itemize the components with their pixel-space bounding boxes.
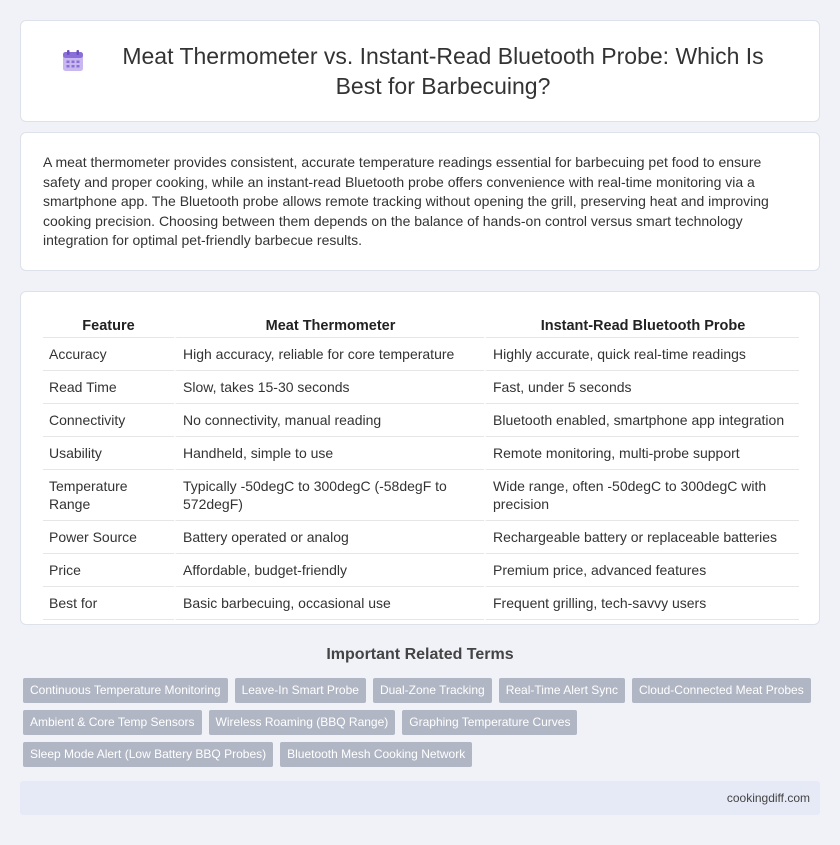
row-feature: Accuracy bbox=[43, 338, 174, 371]
related-term-tag[interactable]: Cloud-Connected Meat Probes bbox=[632, 678, 811, 703]
table-header-row bbox=[43, 314, 799, 338]
row-meat-thermometer: Battery operated or analog bbox=[174, 521, 484, 554]
row-feature: Temperature Range bbox=[43, 470, 174, 521]
row-meat-thermometer: Handheld, simple to use bbox=[174, 437, 484, 470]
table-row bbox=[43, 470, 799, 521]
row-bluetooth-probe: Fast, under 5 seconds bbox=[484, 371, 799, 404]
footer bbox=[20, 781, 820, 815]
row-meat-thermometer: No connectivity, manual reading bbox=[174, 404, 484, 437]
row-feature: Price bbox=[43, 554, 174, 587]
row-bluetooth-probe: Premium price, advanced features bbox=[484, 554, 799, 587]
page-title: Meat Thermometer vs. Instant-Read Bluetooth Probe: Which Is Best for Barbecuing? bbox=[122, 43, 764, 99]
table-row bbox=[43, 521, 799, 554]
row-meat-thermometer: Typically -50degC to 300degC (-58degF to 572degF) bbox=[174, 470, 484, 521]
title-wrap bbox=[61, 41, 779, 101]
table-row bbox=[43, 437, 799, 470]
related-term-tag[interactable]: Graphing Temperature Curves bbox=[402, 710, 577, 735]
row-feature: Read Time bbox=[43, 371, 174, 404]
table-row bbox=[43, 554, 799, 587]
header-bluetooth-probe: Instant-Read Bluetooth Probe bbox=[484, 314, 799, 338]
comparison-table bbox=[43, 314, 799, 620]
title-card bbox=[20, 20, 820, 122]
table-row bbox=[43, 404, 799, 437]
summary-card bbox=[20, 132, 820, 271]
summary-paragraph: A meat thermometer provides consistent, accurate temperature readings essential for barbecuing pet food to ensure safety and proper cooking, while an instant-read Bluetooth probe offers convenience with real-time monitoring via a smartphone app. The Bluetooth probe allows remote tracking without opening the grill, preserving heat and improving cooking precision. Choosing between them depends on the balance of hands-on control versus smart technology integration for optimal pet-friendly barbecue results. bbox=[43, 154, 769, 249]
related-term-tag[interactable]: Ambient & Core Temp Sensors bbox=[23, 710, 202, 735]
row-feature: Best for bbox=[43, 587, 174, 620]
row-bluetooth-probe: Highly accurate, quick real-time readings bbox=[484, 338, 799, 371]
related-term-tag[interactable]: Wireless Roaming (BBQ Range) bbox=[209, 710, 396, 735]
table-row bbox=[43, 338, 799, 371]
related-terms-heading: Important Related Terms bbox=[326, 646, 514, 663]
row-feature: Power Source bbox=[43, 521, 174, 554]
calendar-icon bbox=[61, 49, 85, 73]
row-bluetooth-probe: Wide range, often -50degC to 300degC with precision bbox=[484, 470, 799, 521]
row-meat-thermometer: Basic barbecuing, occasional use bbox=[174, 587, 484, 620]
row-bluetooth-probe: Rechargeable battery or replaceable batteries bbox=[484, 521, 799, 554]
related-term-tag[interactable]: Sleep Mode Alert (Low Battery BBQ Probes) bbox=[23, 742, 273, 767]
related-term-tag[interactable]: Dual-Zone Tracking bbox=[373, 678, 492, 703]
related-term-tag[interactable]: Leave-In Smart Probe bbox=[235, 678, 366, 703]
row-feature: Usability bbox=[43, 437, 174, 470]
related-term-tag[interactable]: Real-Time Alert Sync bbox=[499, 678, 625, 703]
related-terms-list bbox=[23, 678, 823, 774]
row-bluetooth-probe: Remote monitoring, multi-probe support bbox=[484, 437, 799, 470]
row-bluetooth-probe: Frequent grilling, tech-savvy users bbox=[484, 587, 799, 620]
header-meat-thermometer: Meat Thermometer bbox=[174, 314, 484, 338]
row-meat-thermometer: Slow, takes 15-30 seconds bbox=[174, 371, 484, 404]
table-row bbox=[43, 371, 799, 404]
related-term-tag[interactable]: Continuous Temperature Monitoring bbox=[23, 678, 228, 703]
header-feature: Feature bbox=[43, 314, 174, 338]
related-term-tag[interactable]: Bluetooth Mesh Cooking Network bbox=[280, 742, 472, 767]
footer-site-link[interactable]: cookingdiff.com bbox=[726, 791, 810, 805]
table-row bbox=[43, 587, 799, 620]
row-meat-thermometer: Affordable, budget-friendly bbox=[174, 554, 484, 587]
row-feature: Connectivity bbox=[43, 404, 174, 437]
comparison-table-card bbox=[20, 291, 820, 625]
row-bluetooth-probe: Bluetooth enabled, smartphone app integration bbox=[484, 404, 799, 437]
row-meat-thermometer: High accuracy, reliable for core temperature bbox=[174, 338, 484, 371]
